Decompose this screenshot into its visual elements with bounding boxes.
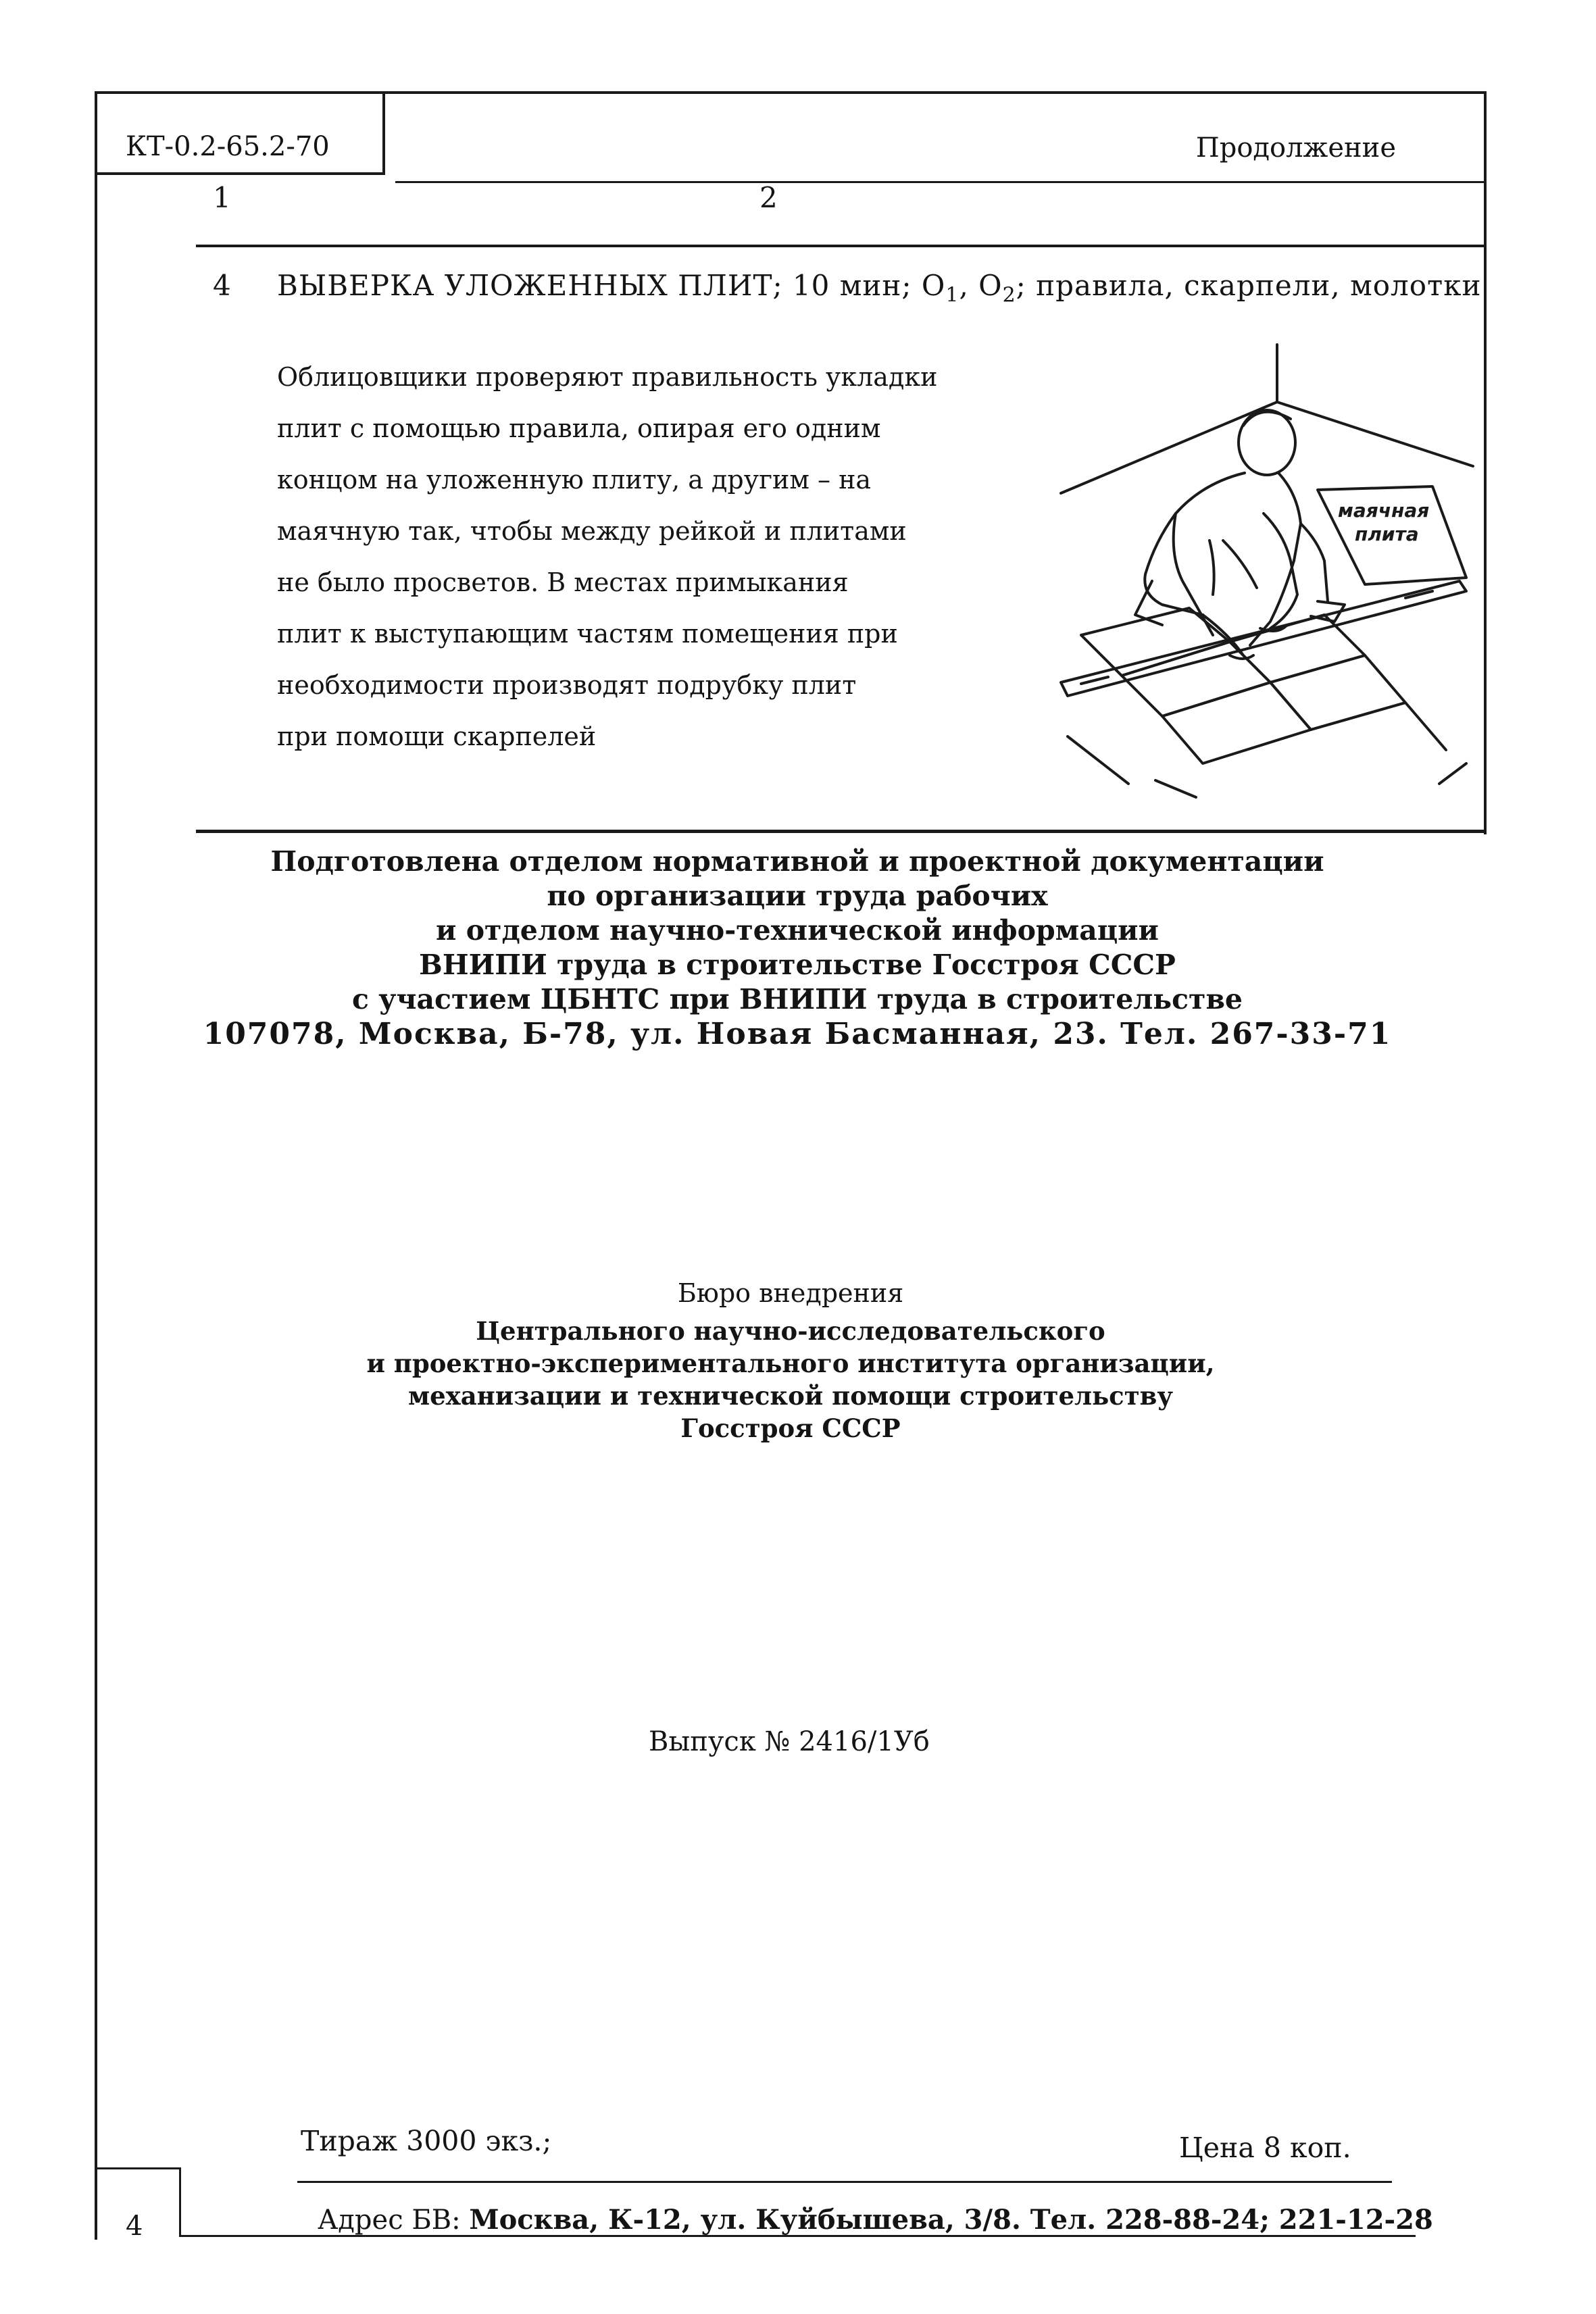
credits-line: и отделом научно-технической информации xyxy=(436,914,1159,947)
code-box-bottom xyxy=(95,172,385,175)
bureau-line: механизации и технической помощи строительству xyxy=(407,1381,1174,1411)
page-box-top xyxy=(95,2167,181,2169)
credits-line: с участием ЦБНТС при ВНИПИ труда в строительстве xyxy=(351,983,1243,1015)
worker-leveling-tiles-illustration xyxy=(1027,338,1487,811)
bureau-line: Центрального научно-исследовательского xyxy=(476,1316,1105,1346)
bureau-block xyxy=(311,1277,1270,1444)
column-header-2: 2 xyxy=(759,181,778,214)
step-title: ВЫВЕРКА УЛОЖЕННЫХ ПЛИТ; 10 мин; $О_1$, $О_2$; правила, скарпели, молотки xyxy=(277,269,1482,307)
description-line: концом на уложенную плиту, а другим – на xyxy=(277,465,872,495)
description-line: плит к выступающим частям помещения при xyxy=(277,619,898,649)
description-line: плит с помощью правила, опирая его одним xyxy=(277,413,881,443)
footer-rule xyxy=(297,2181,1392,2183)
step-number: 4 xyxy=(213,269,231,302)
bureau-line: Госстроя СССР xyxy=(680,1413,901,1443)
column-header-1: 1 xyxy=(213,181,231,214)
column-header-rule xyxy=(196,245,1487,247)
prepared-by-block xyxy=(176,845,1419,1051)
print-run: Тираж 3000 экз.; xyxy=(301,2125,552,2157)
marker-tile-label-1: маячная xyxy=(1338,499,1430,522)
section-divider xyxy=(196,830,1487,833)
header-rule xyxy=(395,181,1487,183)
continuation-label: Продолжение xyxy=(1195,132,1396,164)
bureau-address: Адрес БВ: Москва, К-12, ул. Куйбышева, 3/8. Тел. 228-88-24; 221-12-28 xyxy=(318,2204,1433,2236)
marker-tile-label-2: плита xyxy=(1355,523,1419,545)
price: Цена 8 коп. xyxy=(1179,2132,1351,2164)
issue-number: Выпуск № 2416/1Уб xyxy=(649,1726,930,1757)
bureau-title: Бюро внедрения xyxy=(677,1278,904,1308)
description-line: при помощи скарпелей xyxy=(277,722,597,751)
credits-line: ВНИПИ труда в строительстве Госстроя СССР xyxy=(419,949,1176,981)
credits-line: Подготовлена отделом нормативной и проектной документации xyxy=(270,845,1324,878)
description-line: маячную так, чтобы между рейкой и плитами xyxy=(277,516,907,546)
credits-line: по организации труда рабочих xyxy=(547,880,1048,912)
code-box-right xyxy=(382,91,385,174)
credits-address: 107078, Москва, Б-78, ул. Новая Басманная, 23. Тел. 267-33-71 xyxy=(203,1017,1392,1051)
description-line: необходимости производят подрубку плит xyxy=(277,670,857,700)
description-line: Облицовщики проверяют правильность укладки xyxy=(277,362,938,392)
step-description xyxy=(277,351,993,762)
frame-left-border xyxy=(95,91,97,2240)
page-number: 4 xyxy=(126,2211,143,2242)
page-box-right xyxy=(179,2167,181,2237)
document-code: КТ-0.2-65.2-70 xyxy=(126,131,330,162)
bureau-line: и проектно-экспериментального института организации, xyxy=(366,1349,1215,1378)
frame-top-border xyxy=(95,91,1487,94)
description-line: не было просветов. В местах примыкания xyxy=(277,568,849,597)
